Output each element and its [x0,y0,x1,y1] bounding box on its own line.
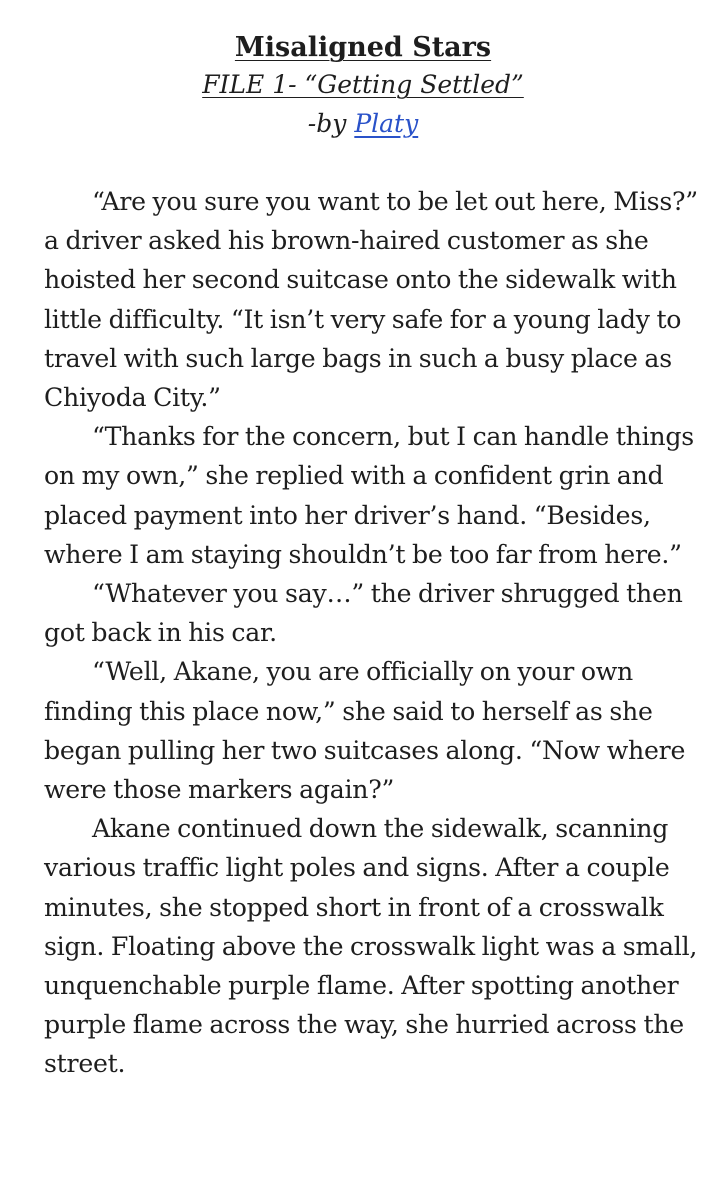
author-link[interactable]: Platy [354,109,419,138]
chapter-title: FILE 1- “Getting Settled” [202,70,524,99]
story-title: Misaligned Stars [234,32,492,63]
byline [0,104,726,144]
document-header [0,0,726,144]
byline-prefix: -by [307,109,355,138]
story-paragraph: Akane continued down the sidewalk, scanning various traffic light poles and signs. After a couple minutes, she stopped short in front of a crosswalk sign. Floating above the crosswalk light was a small, unquenchable purple flame. After spotting another purple flame across the way, she hurried across the street. [44,814,698,1079]
story-body [44,182,704,1084]
story-paragraph: “Whatever you say…” the driver shrugged then got back in his car. [44,579,683,648]
story-paragraph: “Well, Akane, you are officially on your own finding this place now,” she said to herself as she began pulling her two suitcases along. “Now where were those markers again?” [44,657,686,805]
story-paragraph: “Are you sure you want to be let out here, Miss?” a driver asked his brown-haired customer as she hoisted her second suitcase onto the sidewalk with little difficulty. “It isn’t very safe for a young lady to travel with such large bags in such a busy place as Chiyoda City.” [44,187,698,413]
story-paragraph: “Thanks for the concern, but I can handle things on my own,” she replied with a confident grin and placed payment into her driver’s hand. “Besides, where I am staying shouldn’t be too far from here.” [44,422,694,569]
